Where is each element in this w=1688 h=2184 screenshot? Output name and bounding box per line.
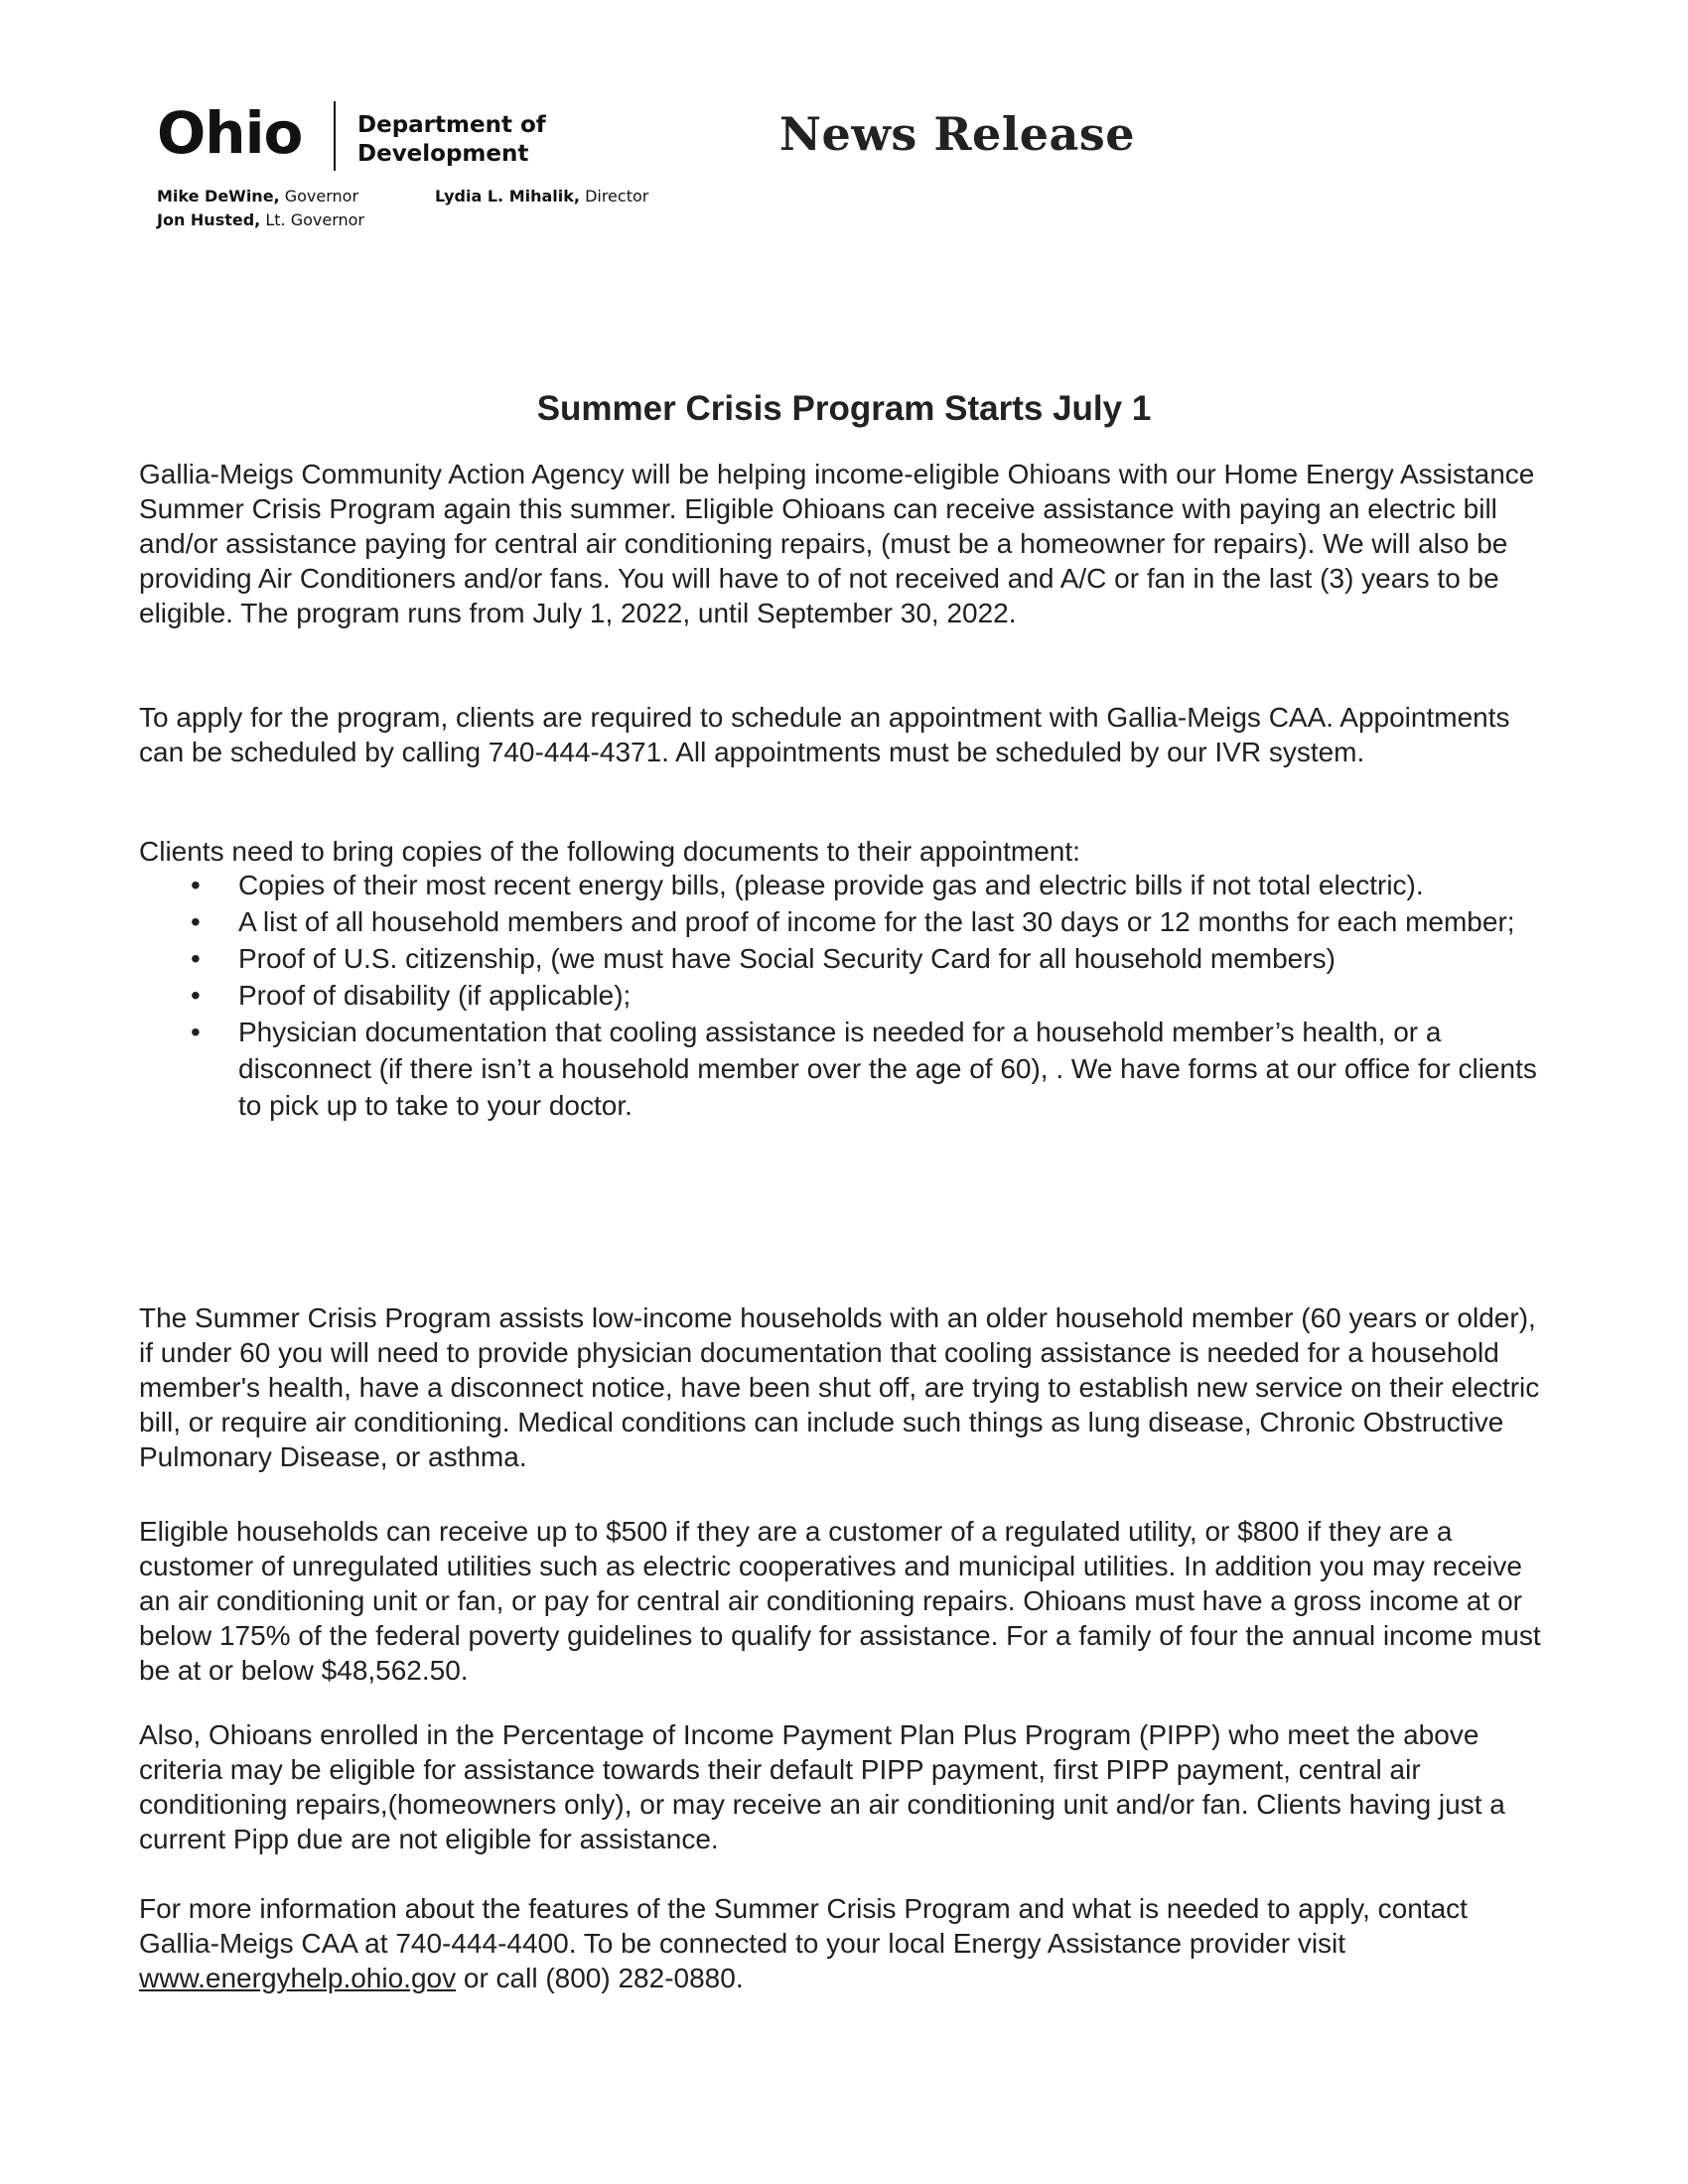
list-item: • Copies of their most recent energy bills, (please provide gas and electric bills if not total electric). [139,867,1549,903]
bullet-icon: • [191,1017,201,1047]
documents-list [139,867,1549,1124]
list-item: • Physician documentation that cooling assistance is needed for a household member’s health, or a disconnect (if there isn’t a household member over the age of 60), . We have forms at our office for clients to pick up to take to your doctor. [139,1014,1549,1124]
bullet-icon: • [191,870,201,900]
logo-divider [334,101,336,171]
more-info-paragraph: For more information about the features of the Summer Crisis Program and what is needed to apply, contact Gallia-Meigs CAA at 740-444-4400. To be connected to your local Energy Assistance provider visit www.energyhelp.ohio.gov or call (800) 282-0880. [139,1893,1468,1993]
apply-paragraph: To apply for the program, clients are required to schedule an appointment with Gallia-Meigs CAA. Appointments can be scheduled by calling 740-444-4371. All appointments must be scheduled by our IVR system. [139,702,1510,767]
lt-governor-line: Jon Husted, Lt. Governor [157,210,365,229]
bullet-icon: • [191,980,201,1011]
list-item: • Proof of disability (if applicable); [139,977,1549,1014]
documents-intro: Clients need to bring copies of the following documents to their appointment: [139,836,1080,867]
director-line: Lydia L. Mihalik, Director [435,187,649,205]
news-release-title: News Release [779,107,1136,161]
eligibility-paragraph: Eligible households can receive up to $500 if they are a customer of a regulated utility, or $800 if they are a customer of unregulated utilities such as electric cooperatives and municipal utilities. In addition you may receive an air conditioning unit or fan, or pay for central air conditioning repairs. Ohioans must have a gross income at or below 175% of the federal poverty guidelines to qualify for assistance. For a family of four the annual income must be at or below $48,562.50. [139,1516,1541,1686]
list-item: • Proof of U.S. citizenship, (we must have Social Security Card for all household members) [139,940,1549,977]
headline: Summer Crisis Program Starts July 1 [536,389,1152,428]
bullet-icon: • [191,943,201,974]
letterhead [157,97,713,236]
energyhelp-link[interactable]: www.energyhelp.ohio.gov [139,1963,457,1993]
governor-line: Mike DeWine, Governor [157,187,359,205]
program-assists-paragraph: The Summer Crisis Program assists low-income households with an older household member (60 years or older), if under 60 you will need to provide physician documentation that cooling assistance is needed for a household member's health, have a disconnect notice, have been shut off, are trying to establish new service on their electric bill, or require air conditioning. Medical conditions can include such things as lung disease, Chronic Obstructive Pulmonary Disease, or asthma. [139,1302,1540,1472]
ohio-wordmark: Ohio [157,99,303,167]
intro-paragraph: Gallia-Meigs Community Action Agency will be helping income-eligible Ohioans with our Home Energy Assistance Summer Crisis Program again this summer. Eligible Ohioans can receive assistance with paying an electric bill and/or assistance paying for central air conditioning repairs, (must be a homeowner for repairs). We will also be providing Air Conditioners and/or fans. You will have to of not received and A/C or fan in the last (3) years to be eligible. The program runs from July 1, 2022, until September 30, 2022. [139,459,1535,628]
department-name: Department of Development [357,112,546,167]
pipp-paragraph: Also, Ohioans enrolled in the Percentage of Income Payment Plan Plus Program (PIPP) who meet the above criteria may be eligible for assistance towards their default PIPP payment, first PIPP payment, central air conditioning repairs,(homeowners only), or may receive an air conditioning unit and/or fan. Clients having just a current Pipp due are not eligible for assistance. [139,1719,1505,1854]
list-item: • A list of all household members and proof of income for the last 30 days or 12 months for each member; [139,903,1549,940]
bullet-icon: • [191,906,201,937]
